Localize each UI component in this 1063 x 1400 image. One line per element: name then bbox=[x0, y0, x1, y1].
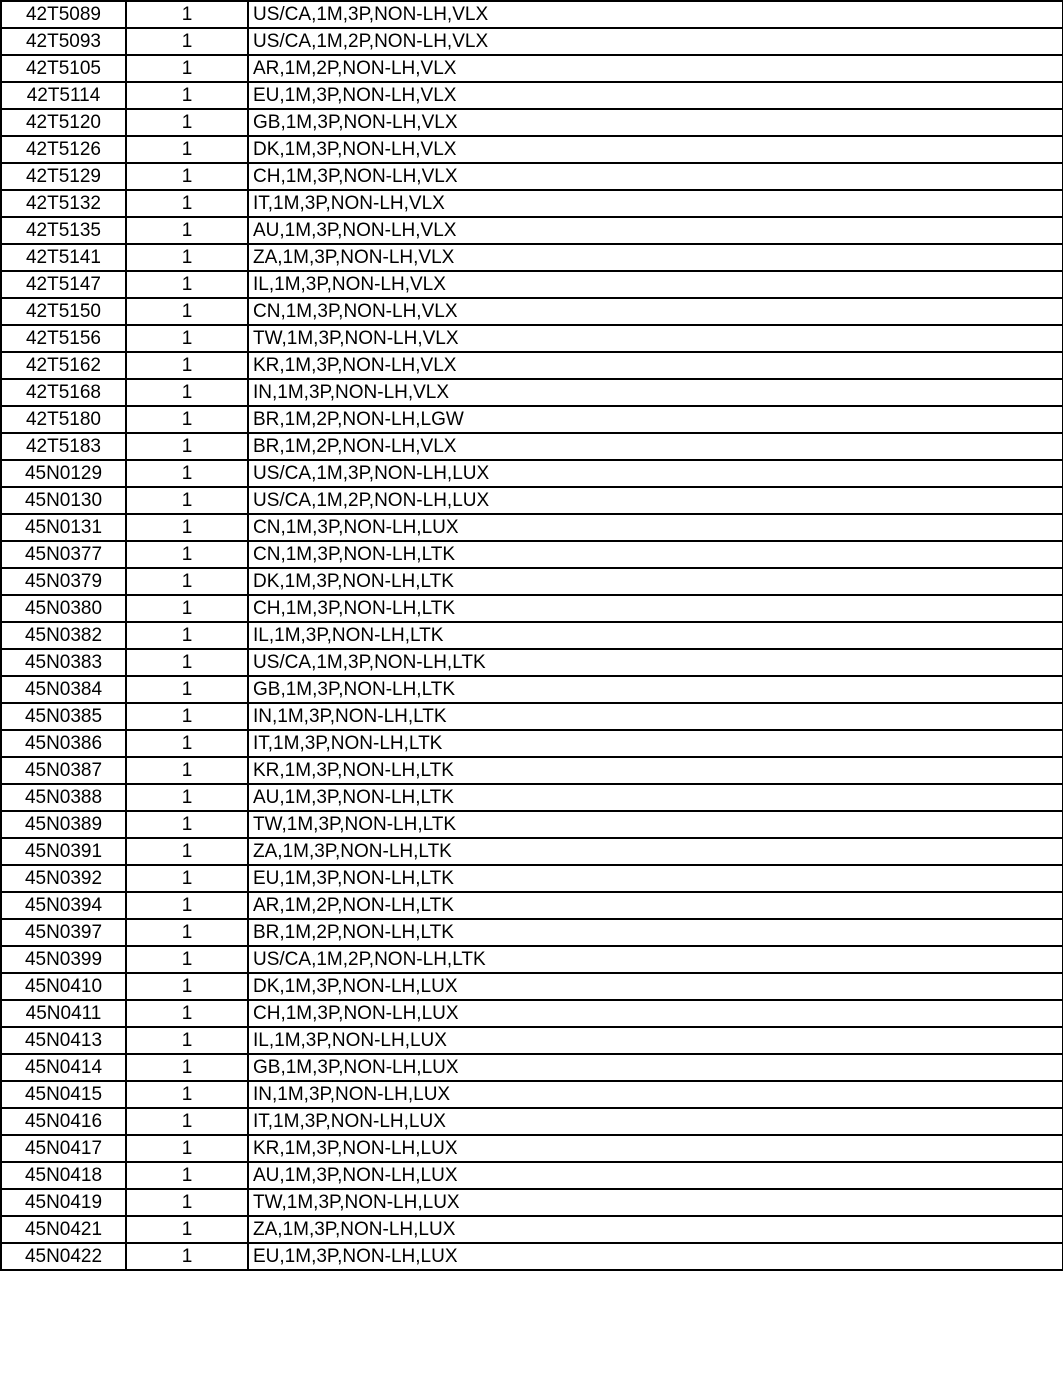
quantity-cell: 1 bbox=[126, 406, 248, 433]
quantity-cell: 1 bbox=[126, 1135, 248, 1162]
quantity-cell: 1 bbox=[126, 730, 248, 757]
part-number-cell: 45N0129 bbox=[1, 460, 126, 487]
part-number-cell: 45N0399 bbox=[1, 946, 126, 973]
quantity-cell: 1 bbox=[126, 541, 248, 568]
description-cell: KR,1M,3P,NON-LH,LUX bbox=[248, 1135, 1063, 1162]
description-cell: AR,1M,2P,NON-LH,VLX bbox=[248, 55, 1063, 82]
description-cell: IN,1M,3P,NON-LH,VLX bbox=[248, 379, 1063, 406]
description-cell: TW,1M,3P,NON-LH,LTK bbox=[248, 811, 1063, 838]
description-cell: IT,1M,3P,NON-LH,LUX bbox=[248, 1108, 1063, 1135]
part-number-cell: 42T5162 bbox=[1, 352, 126, 379]
description-cell: CH,1M,3P,NON-LH,VLX bbox=[248, 163, 1063, 190]
part-number-cell: 45N0379 bbox=[1, 568, 126, 595]
table-row bbox=[1, 865, 1063, 892]
quantity-cell: 1 bbox=[126, 82, 248, 109]
table-row bbox=[1, 1054, 1063, 1081]
quantity-cell: 1 bbox=[126, 109, 248, 136]
part-number-cell: 42T5132 bbox=[1, 190, 126, 217]
part-number-cell: 45N0422 bbox=[1, 1243, 126, 1270]
description-cell: DK,1M,3P,NON-LH,LTK bbox=[248, 568, 1063, 595]
part-number-cell: 45N0387 bbox=[1, 757, 126, 784]
table-row bbox=[1, 55, 1063, 82]
description-cell: ZA,1M,3P,NON-LH,VLX bbox=[248, 244, 1063, 271]
quantity-cell: 1 bbox=[126, 1216, 248, 1243]
part-number-cell: 45N0410 bbox=[1, 973, 126, 1000]
quantity-cell: 1 bbox=[126, 163, 248, 190]
quantity-cell: 1 bbox=[126, 973, 248, 1000]
table-row bbox=[1, 1000, 1063, 1027]
part-number-cell: 42T5180 bbox=[1, 406, 126, 433]
quantity-cell: 1 bbox=[126, 190, 248, 217]
description-cell: BR,1M,2P,NON-LH,LTK bbox=[248, 919, 1063, 946]
description-cell: AR,1M,2P,NON-LH,LTK bbox=[248, 892, 1063, 919]
parts-table-body bbox=[1, 1, 1063, 1270]
description-cell: ZA,1M,3P,NON-LH,LTK bbox=[248, 838, 1063, 865]
part-number-cell: 45N0421 bbox=[1, 1216, 126, 1243]
quantity-cell: 1 bbox=[126, 298, 248, 325]
quantity-cell: 1 bbox=[126, 352, 248, 379]
description-cell: GB,1M,3P,NON-LH,LTK bbox=[248, 676, 1063, 703]
quantity-cell: 1 bbox=[126, 757, 248, 784]
description-cell: BR,1M,2P,NON-LH,LGW bbox=[248, 406, 1063, 433]
table-row bbox=[1, 460, 1063, 487]
part-number-cell: 45N0414 bbox=[1, 1054, 126, 1081]
table-row bbox=[1, 352, 1063, 379]
description-cell: BR,1M,2P,NON-LH,VLX bbox=[248, 433, 1063, 460]
quantity-cell: 1 bbox=[126, 568, 248, 595]
table-row bbox=[1, 730, 1063, 757]
part-number-cell: 42T5141 bbox=[1, 244, 126, 271]
part-number-cell: 42T5129 bbox=[1, 163, 126, 190]
description-cell: AU,1M,3P,NON-LH,LTK bbox=[248, 784, 1063, 811]
description-cell: IN,1M,3P,NON-LH,LUX bbox=[248, 1081, 1063, 1108]
description-cell: EU,1M,3P,NON-LH,LUX bbox=[248, 1243, 1063, 1270]
quantity-cell: 1 bbox=[126, 811, 248, 838]
part-number-cell: 45N0415 bbox=[1, 1081, 126, 1108]
table-row bbox=[1, 838, 1063, 865]
description-cell: AU,1M,3P,NON-LH,VLX bbox=[248, 217, 1063, 244]
table-row bbox=[1, 676, 1063, 703]
table-row bbox=[1, 514, 1063, 541]
part-number-cell: 42T5135 bbox=[1, 217, 126, 244]
part-number-cell: 45N0418 bbox=[1, 1162, 126, 1189]
part-number-cell: 45N0383 bbox=[1, 649, 126, 676]
description-cell: GB,1M,3P,NON-LH,VLX bbox=[248, 109, 1063, 136]
part-number-cell: 45N0394 bbox=[1, 892, 126, 919]
quantity-cell: 1 bbox=[126, 325, 248, 352]
part-number-cell: 45N0385 bbox=[1, 703, 126, 730]
table-row bbox=[1, 973, 1063, 1000]
description-cell: KR,1M,3P,NON-LH,LTK bbox=[248, 757, 1063, 784]
quantity-cell: 1 bbox=[126, 460, 248, 487]
table-row bbox=[1, 298, 1063, 325]
table-row bbox=[1, 244, 1063, 271]
part-number-cell: 45N0392 bbox=[1, 865, 126, 892]
table-row bbox=[1, 946, 1063, 973]
part-number-cell: 42T5093 bbox=[1, 28, 126, 55]
quantity-cell: 1 bbox=[126, 838, 248, 865]
part-number-cell: 45N0389 bbox=[1, 811, 126, 838]
part-number-cell: 45N0417 bbox=[1, 1135, 126, 1162]
part-number-cell: 45N0419 bbox=[1, 1189, 126, 1216]
quantity-cell: 1 bbox=[126, 1054, 248, 1081]
quantity-cell: 1 bbox=[126, 1243, 248, 1270]
table-row bbox=[1, 622, 1063, 649]
table-row bbox=[1, 163, 1063, 190]
quantity-cell: 1 bbox=[126, 28, 248, 55]
table-row bbox=[1, 109, 1063, 136]
description-cell: KR,1M,3P,NON-LH,VLX bbox=[248, 352, 1063, 379]
part-number-cell: 45N0377 bbox=[1, 541, 126, 568]
table-row bbox=[1, 217, 1063, 244]
part-number-cell: 42T5120 bbox=[1, 109, 126, 136]
table-row bbox=[1, 568, 1063, 595]
quantity-cell: 1 bbox=[126, 649, 248, 676]
part-number-cell: 45N0413 bbox=[1, 1027, 126, 1054]
part-number-cell: 45N0130 bbox=[1, 487, 126, 514]
quantity-cell: 1 bbox=[126, 1027, 248, 1054]
description-cell: US/CA,1M,3P,NON-LH,LTK bbox=[248, 649, 1063, 676]
quantity-cell: 1 bbox=[126, 244, 248, 271]
quantity-cell: 1 bbox=[126, 271, 248, 298]
part-number-cell: 45N0384 bbox=[1, 676, 126, 703]
table-row bbox=[1, 379, 1063, 406]
table-row bbox=[1, 1081, 1063, 1108]
table-row bbox=[1, 919, 1063, 946]
quantity-cell: 1 bbox=[126, 1189, 248, 1216]
description-cell: TW,1M,3P,NON-LH,LUX bbox=[248, 1189, 1063, 1216]
description-cell: CN,1M,3P,NON-LH,LUX bbox=[248, 514, 1063, 541]
table-row bbox=[1, 82, 1063, 109]
description-cell: US/CA,1M,3P,NON-LH,VLX bbox=[248, 1, 1063, 28]
description-cell: IL,1M,3P,NON-LH,LTK bbox=[248, 622, 1063, 649]
quantity-cell: 1 bbox=[126, 892, 248, 919]
table-row bbox=[1, 595, 1063, 622]
description-cell: CH,1M,3P,NON-LH,LTK bbox=[248, 595, 1063, 622]
description-cell: GB,1M,3P,NON-LH,LUX bbox=[248, 1054, 1063, 1081]
table-row bbox=[1, 1108, 1063, 1135]
description-cell: EU,1M,3P,NON-LH,LTK bbox=[248, 865, 1063, 892]
description-cell: CH,1M,3P,NON-LH,LUX bbox=[248, 1000, 1063, 1027]
quantity-cell: 1 bbox=[126, 1108, 248, 1135]
table-row bbox=[1, 190, 1063, 217]
quantity-cell: 1 bbox=[126, 1081, 248, 1108]
quantity-cell: 1 bbox=[126, 433, 248, 460]
description-cell: IN,1M,3P,NON-LH,LTK bbox=[248, 703, 1063, 730]
table-row bbox=[1, 649, 1063, 676]
table-row bbox=[1, 541, 1063, 568]
quantity-cell: 1 bbox=[126, 946, 248, 973]
part-number-cell: 45N0391 bbox=[1, 838, 126, 865]
part-number-cell: 45N0388 bbox=[1, 784, 126, 811]
part-number-cell: 42T5168 bbox=[1, 379, 126, 406]
description-cell: IL,1M,3P,NON-LH,LUX bbox=[248, 1027, 1063, 1054]
table-row bbox=[1, 1162, 1063, 1189]
description-cell: US/CA,1M,3P,NON-LH,LUX bbox=[248, 460, 1063, 487]
table-row bbox=[1, 1243, 1063, 1270]
description-cell: IT,1M,3P,NON-LH,LTK bbox=[248, 730, 1063, 757]
table-row bbox=[1, 28, 1063, 55]
description-cell: AU,1M,3P,NON-LH,LUX bbox=[248, 1162, 1063, 1189]
quantity-cell: 1 bbox=[126, 1162, 248, 1189]
quantity-cell: 1 bbox=[126, 379, 248, 406]
table-row bbox=[1, 325, 1063, 352]
part-number-cell: 42T5147 bbox=[1, 271, 126, 298]
part-number-cell: 42T5150 bbox=[1, 298, 126, 325]
part-number-cell: 42T5156 bbox=[1, 325, 126, 352]
quantity-cell: 1 bbox=[126, 865, 248, 892]
part-number-cell: 42T5105 bbox=[1, 55, 126, 82]
description-cell: US/CA,1M,2P,NON-LH,LTK bbox=[248, 946, 1063, 973]
table-row bbox=[1, 757, 1063, 784]
table-row bbox=[1, 406, 1063, 433]
description-cell: CN,1M,3P,NON-LH,VLX bbox=[248, 298, 1063, 325]
quantity-cell: 1 bbox=[126, 136, 248, 163]
table-row bbox=[1, 1135, 1063, 1162]
table-row bbox=[1, 784, 1063, 811]
description-cell: US/CA,1M,2P,NON-LH,VLX bbox=[248, 28, 1063, 55]
table-row bbox=[1, 487, 1063, 514]
quantity-cell: 1 bbox=[126, 595, 248, 622]
table-row bbox=[1, 1, 1063, 28]
table-row bbox=[1, 1027, 1063, 1054]
description-cell: CN,1M,3P,NON-LH,LTK bbox=[248, 541, 1063, 568]
part-number-cell: 42T5183 bbox=[1, 433, 126, 460]
part-number-cell: 45N0397 bbox=[1, 919, 126, 946]
part-number-cell: 42T5089 bbox=[1, 1, 126, 28]
description-cell: ZA,1M,3P,NON-LH,LUX bbox=[248, 1216, 1063, 1243]
table-row bbox=[1, 703, 1063, 730]
part-number-cell: 45N0380 bbox=[1, 595, 126, 622]
table-row bbox=[1, 811, 1063, 838]
table-row bbox=[1, 433, 1063, 460]
part-number-cell: 45N0131 bbox=[1, 514, 126, 541]
table-row bbox=[1, 271, 1063, 298]
quantity-cell: 1 bbox=[126, 919, 248, 946]
table-row bbox=[1, 892, 1063, 919]
quantity-cell: 1 bbox=[126, 514, 248, 541]
quantity-cell: 1 bbox=[126, 784, 248, 811]
quantity-cell: 1 bbox=[126, 676, 248, 703]
part-number-cell: 45N0382 bbox=[1, 622, 126, 649]
description-cell: TW,1M,3P,NON-LH,VLX bbox=[248, 325, 1063, 352]
part-number-cell: 42T5114 bbox=[1, 82, 126, 109]
description-cell: US/CA,1M,2P,NON-LH,LUX bbox=[248, 487, 1063, 514]
description-cell: DK,1M,3P,NON-LH,VLX bbox=[248, 136, 1063, 163]
description-cell: DK,1M,3P,NON-LH,LUX bbox=[248, 973, 1063, 1000]
part-number-cell: 45N0411 bbox=[1, 1000, 126, 1027]
part-number-cell: 42T5126 bbox=[1, 136, 126, 163]
table-row bbox=[1, 136, 1063, 163]
part-number-cell: 45N0416 bbox=[1, 1108, 126, 1135]
quantity-cell: 1 bbox=[126, 487, 248, 514]
description-cell: IT,1M,3P,NON-LH,VLX bbox=[248, 190, 1063, 217]
description-cell: IL,1M,3P,NON-LH,VLX bbox=[248, 271, 1063, 298]
quantity-cell: 1 bbox=[126, 1, 248, 28]
quantity-cell: 1 bbox=[126, 55, 248, 82]
table-row bbox=[1, 1189, 1063, 1216]
part-number-cell: 45N0386 bbox=[1, 730, 126, 757]
description-cell: EU,1M,3P,NON-LH,VLX bbox=[248, 82, 1063, 109]
quantity-cell: 1 bbox=[126, 1000, 248, 1027]
quantity-cell: 1 bbox=[126, 622, 248, 649]
table-row bbox=[1, 1216, 1063, 1243]
quantity-cell: 1 bbox=[126, 217, 248, 244]
quantity-cell: 1 bbox=[126, 703, 248, 730]
